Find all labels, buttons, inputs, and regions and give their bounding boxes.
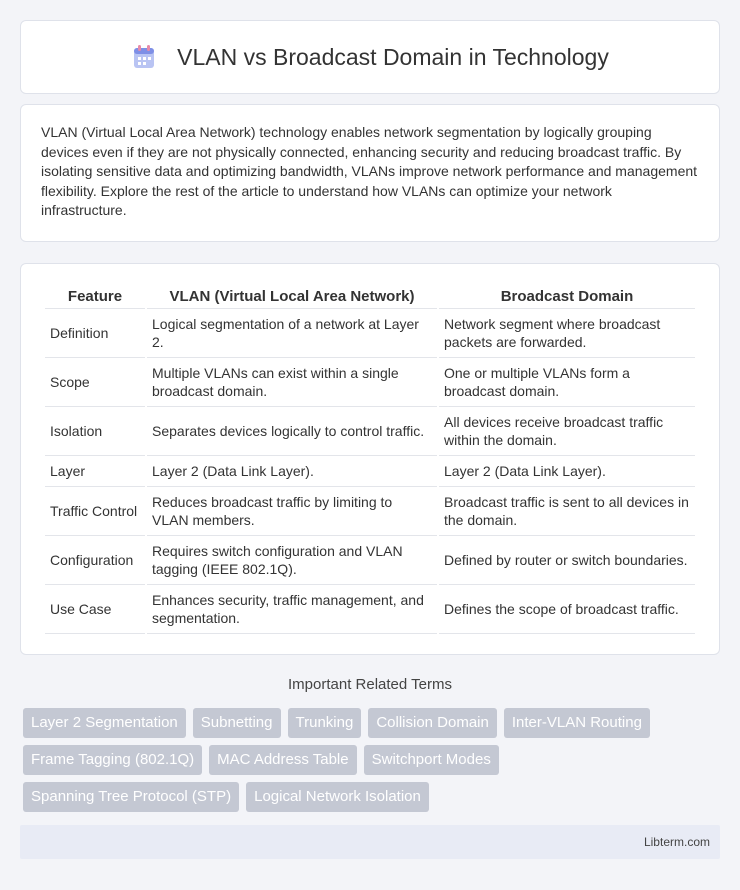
feature-cell: Definition bbox=[45, 309, 145, 358]
feature-cell: Traffic Control bbox=[45, 487, 145, 536]
calendar-icon bbox=[131, 44, 157, 70]
column-header-broadcast-domain: Broadcast Domain bbox=[439, 285, 695, 309]
feature-cell: Configuration bbox=[45, 536, 145, 585]
tag-collision-domain[interactable]: Collision Domain bbox=[368, 708, 497, 738]
table-row bbox=[45, 487, 695, 536]
table-row bbox=[45, 536, 695, 585]
table-row bbox=[45, 456, 695, 487]
vlan-cell: Layer 2 (Data Link Layer). bbox=[147, 456, 437, 487]
vlan-cell: Requires switch configuration and VLAN tagging (IEEE 802.1Q). bbox=[147, 536, 437, 585]
table-header-row bbox=[45, 285, 695, 309]
tag-frame-tagging[interactable]: Frame Tagging (802.1Q) bbox=[23, 745, 202, 775]
vlan-cell: Multiple VLANs can exist within a single broadcast domain. bbox=[147, 358, 437, 407]
broadcast-domain-cell: All devices receive broadcast traffic within the domain. bbox=[439, 407, 695, 456]
title-card bbox=[20, 20, 720, 94]
broadcast-domain-cell: Layer 2 (Data Link Layer). bbox=[439, 456, 695, 487]
table-row bbox=[45, 309, 695, 358]
intro-text: VLAN (Virtual Local Area Network) technology enables network segmentation by logically grouping devices even if they are not physically connected, enhancing security and reducing broadcast traffic. By isolating sensitive data and optimizing bandwidth, VLANs improve network performance and management flexibility. Explore the rest of the article to understand how VLANs can optimize your network infrastructure. bbox=[41, 124, 698, 219]
column-header-vlan: VLAN (Virtual Local Area Network) bbox=[147, 285, 437, 309]
tag-inter-vlan-routing[interactable]: Inter-VLAN Routing bbox=[504, 708, 650, 738]
feature-cell: Layer bbox=[45, 456, 145, 487]
intro-card bbox=[20, 104, 720, 242]
broadcast-domain-cell: Defines the scope of broadcast traffic. bbox=[439, 585, 695, 634]
tag-switchport-modes[interactable]: Switchport Modes bbox=[364, 745, 499, 775]
table-row bbox=[45, 358, 695, 407]
vlan-cell: Logical segmentation of a network at Layer 2. bbox=[147, 309, 437, 358]
table-row bbox=[45, 407, 695, 456]
tag-subnetting[interactable]: Subnetting bbox=[193, 708, 281, 738]
broadcast-domain-cell: Broadcast traffic is sent to all devices in the domain. bbox=[439, 487, 695, 536]
related-terms-heading: Important Related Terms bbox=[288, 676, 452, 693]
page-title: VLAN vs Broadcast Domain in Technology bbox=[177, 43, 609, 70]
broadcast-domain-cell: One or multiple VLANs form a broadcast domain. bbox=[439, 358, 695, 407]
comparison-table bbox=[43, 285, 697, 634]
footer-site-link[interactable]: Libterm.com bbox=[643, 835, 710, 849]
vlan-cell: Enhances security, traffic management, and segmentation. bbox=[147, 585, 437, 634]
tag-layer-2-segmentation[interactable]: Layer 2 Segmentation bbox=[23, 708, 186, 738]
tag-spanning-tree-protocol[interactable]: Spanning Tree Protocol (STP) bbox=[23, 782, 239, 812]
vlan-cell: Reduces broadcast traffic by limiting to VLAN members. bbox=[147, 487, 437, 536]
tag-trunking[interactable]: Trunking bbox=[288, 708, 362, 738]
related-terms-list bbox=[23, 708, 713, 812]
feature-cell: Use Case bbox=[45, 585, 145, 634]
column-header-feature: Feature bbox=[45, 285, 145, 309]
tag-logical-network-isolation[interactable]: Logical Network Isolation bbox=[246, 782, 429, 812]
comparison-card bbox=[20, 263, 720, 655]
footer bbox=[20, 825, 720, 859]
feature-cell: Isolation bbox=[45, 407, 145, 456]
tag-mac-address-table[interactable]: MAC Address Table bbox=[209, 745, 356, 775]
feature-cell: Scope bbox=[45, 358, 145, 407]
vlan-cell: Separates devices logically to control traffic. bbox=[147, 407, 437, 456]
broadcast-domain-cell: Defined by router or switch boundaries. bbox=[439, 536, 695, 585]
table-row bbox=[45, 585, 695, 634]
broadcast-domain-cell: Network segment where broadcast packets are forwarded. bbox=[439, 309, 695, 358]
